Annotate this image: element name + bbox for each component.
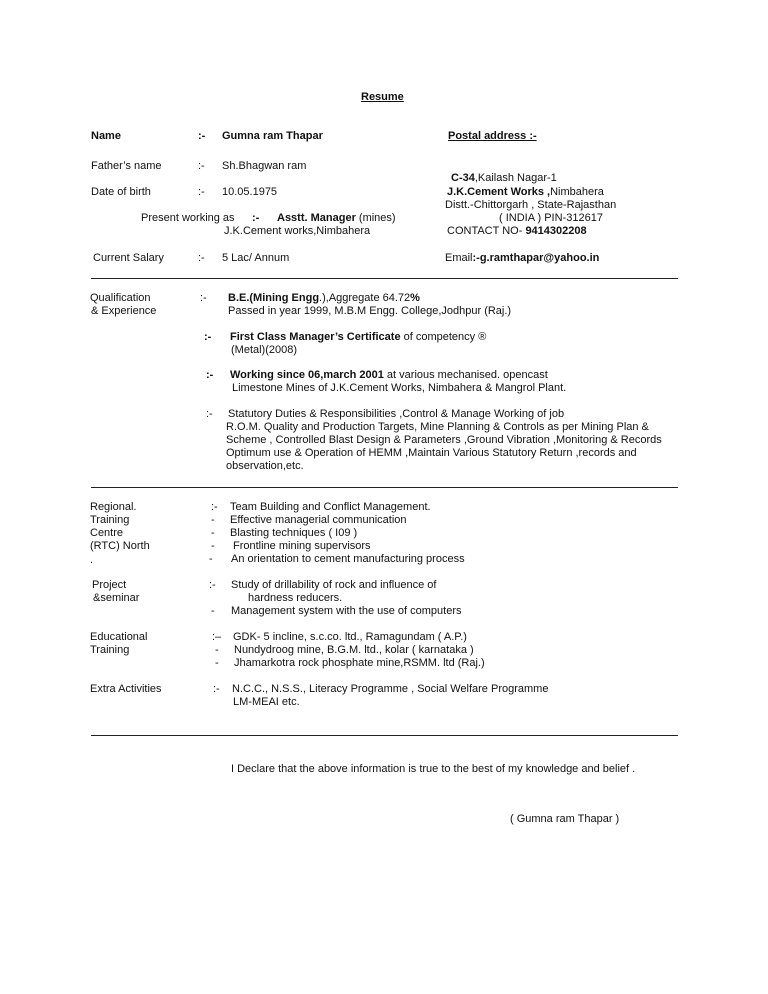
name-value: Gumna ram Thapar — [222, 130, 323, 142]
training-separator: :- — [211, 501, 218, 513]
dob-separator: :- — [198, 186, 205, 198]
salary-label: Current Salary — [93, 252, 164, 264]
q3-working: Working since 06,march 2001 at various mechanised. opencast — [230, 369, 548, 381]
project-separator: :- — [209, 579, 216, 591]
training-separator: - — [211, 540, 215, 552]
educational-item: Jhamarkotra rock phosphate mine,RSMM. ltd (Raj.) — [234, 657, 485, 669]
q4-line1: Statutory Duties & Responsibilities ,Control & Manage Working of job — [228, 408, 565, 420]
q2-separator: :- — [204, 331, 212, 343]
extra-separator: :- — [213, 683, 220, 695]
training-item: Frontline mining supervisors — [233, 540, 371, 552]
qualification-label-line1: Qualification — [90, 292, 151, 304]
postal-contact: CONTACT NO- 9414302208 — [447, 225, 587, 237]
present-working-line: Present working as — [141, 212, 235, 224]
signature-name: ( Gumna ram Thapar ) — [510, 813, 620, 825]
name-label: Name — [91, 130, 121, 142]
dob-label: Date of birth — [91, 186, 151, 198]
q2-metal: (Metal)(2008) — [231, 344, 298, 356]
father-name-value: Sh.Bhagwan ram — [222, 160, 307, 172]
training-item: Team Building and Conflict Management. — [230, 501, 431, 513]
q4-line5: observation,etc. — [226, 460, 304, 472]
q4-line3: Scheme , Controlled Blast Design & Parameters ,Ground Vibration ,Monitoring & Records — [226, 434, 662, 446]
present-role: Asstt. Manager (mines) — [277, 212, 396, 224]
training-separator: - — [211, 527, 215, 539]
training-item: Blasting techniques ( I09 ) — [230, 527, 358, 539]
project-label-line1: Project — [92, 579, 127, 591]
qualification-label-line2: & Experience — [91, 305, 157, 317]
section-divider — [91, 487, 678, 488]
project-item1-line1: Study of drillability of rock and influence of — [231, 579, 437, 591]
father-name-label: Father’s name — [91, 160, 162, 172]
present-company: J.K.Cement works,Nimbahera — [224, 225, 371, 237]
q1-passed: Passed in year 1999, M.B.M Engg. College,Jodhpur (Raj.) — [228, 305, 512, 317]
postal-country-pin: ( INDIA ) PIN-312617 — [499, 212, 603, 224]
declaration-text: I Declare that the above information is true to the best of my knowledge and belief . — [231, 763, 636, 775]
educational-label-line2: Training — [90, 644, 130, 656]
postal-company: J.K.Cement Works ,Nimbahera — [447, 186, 604, 198]
father-name-separator: :- — [198, 160, 205, 172]
q3-separator: :- — [206, 369, 214, 381]
training-separator: - — [209, 553, 213, 565]
training-item: An orientation to cement manufacturing process — [231, 553, 465, 565]
q3-mines: Limestone Mines of J.K.Cement Works, Nimbahera & Mangrol Plant. — [232, 382, 567, 394]
q1-separator: :- — [200, 292, 207, 304]
training-label-line1: Regional. — [90, 501, 137, 513]
extra-line1: N.C.C., N.S.S., Literacy Programme , Social Welfare Programme — [232, 683, 549, 695]
project-separator: - — [211, 605, 215, 617]
educational-separator: - — [215, 644, 219, 656]
postal-email: Email:-g.ramthapar@yahoo.in — [445, 252, 600, 264]
training-dot: . — [90, 554, 94, 566]
dob-value: 10.05.1975 — [222, 186, 278, 198]
educational-label-line1: Educational — [90, 631, 148, 643]
training-label-line4: (RTC) North — [90, 540, 150, 552]
educational-item: Nundydroog mine, B.G.M. ltd., kolar ( karnataka ) — [234, 644, 474, 656]
educational-item: GDK- 5 incline, s.c.co. ltd., Ramagundam ( A.P.) — [233, 631, 467, 643]
educational-separator: :– — [212, 631, 222, 643]
training-separator: - — [211, 514, 215, 526]
training-label-line2: Training — [90, 514, 130, 526]
name-separator: :- — [198, 130, 206, 142]
q4-line2: R.O.M. Quality and Production Targets, Mine Planning & Controls as per Mining Plan & — [226, 421, 649, 433]
salary-value: 5 Lac/ Annum — [222, 252, 290, 264]
postal-address-heading: Postal address :- — [448, 130, 537, 142]
present-separator: :- — [252, 212, 260, 224]
section-divider — [91, 735, 678, 736]
project-label-line2: &seminar — [93, 592, 140, 604]
training-item: Effective managerial communication — [230, 514, 407, 526]
postal-house: C-34,Kailash Nagar-1 — [451, 172, 557, 184]
q4-line4: Optimum use & Operation of HEMM ,Maintain Various Statutory Return ,records and — [226, 447, 637, 459]
training-label-line3: Centre — [90, 527, 124, 539]
project-item2: Management system with the use of computers — [231, 605, 462, 617]
q1-degree: B.E.(Mining Engg.),Aggregate 64.72% — [228, 292, 420, 304]
project-item1-line2: hardness reducers. — [248, 592, 343, 604]
q2-certificate: First Class Manager’s Certificate of competency ® — [230, 331, 487, 343]
extra-line2: LM-MEAI etc. — [233, 696, 300, 708]
section-divider — [91, 278, 678, 279]
salary-separator: :- — [198, 252, 205, 264]
q4-separator: :- — [206, 408, 213, 420]
extra-label: Extra Activities — [90, 683, 162, 695]
page-title: Resume — [361, 91, 404, 103]
educational-separator: - — [215, 657, 219, 669]
postal-district: Distt.-Chittorgarh , State-Rajasthan — [445, 199, 617, 211]
